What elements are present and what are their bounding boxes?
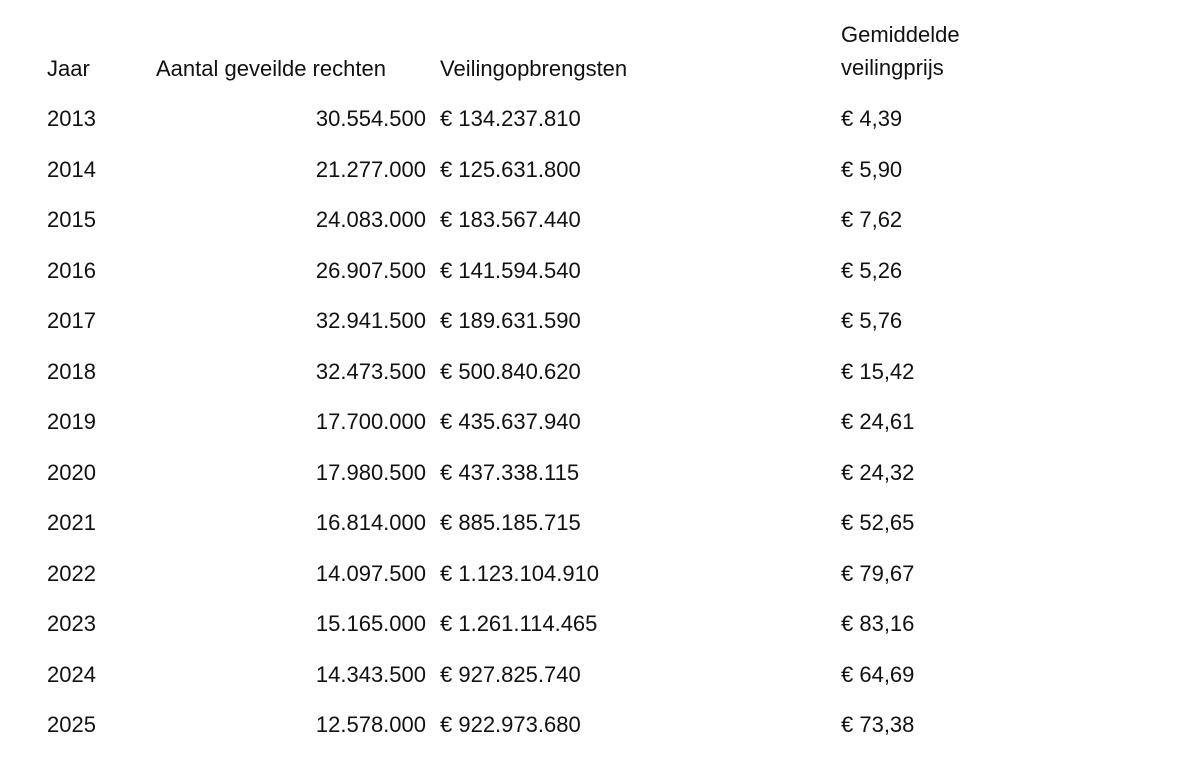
table-row	[0, 94, 1200, 145]
table-row	[0, 145, 1200, 196]
header-price: Gemiddelde veilingprijs	[841, 22, 960, 80]
cell-year: 2015	[47, 207, 96, 232]
cell-year: 2019	[47, 409, 96, 434]
table-row	[0, 195, 1200, 246]
cell-price: € 4,39	[841, 106, 903, 131]
table-row	[0, 650, 1200, 701]
header-year: Jaar	[47, 56, 90, 81]
cell-price: € 73,38	[841, 712, 915, 737]
cell-count: 16.814.000	[315, 510, 426, 535]
cell-revenue: € 500.840.620	[440, 358, 581, 384]
table-row	[0, 448, 1200, 499]
header-count: Aantal geveilde rechten	[156, 56, 386, 81]
cell-count: 14.343.500	[315, 661, 426, 687]
cell-count: 15.165.000	[315, 611, 426, 636]
cell-year: 2021	[47, 510, 96, 535]
table-header	[0, 18, 1200, 86]
cell-year: 2018	[47, 358, 96, 384]
cell-revenue: € 141.594.540	[440, 257, 581, 283]
table-row	[0, 397, 1200, 448]
cell-count: 14.097.500	[315, 560, 426, 586]
cell-year: 2025	[47, 712, 96, 737]
table-row	[0, 599, 1200, 650]
table-body	[0, 94, 1200, 751]
cell-revenue: € 885.185.715	[440, 510, 581, 535]
cell-price: € 5,90	[841, 156, 903, 182]
cell-price: € 15,42	[841, 358, 915, 384]
cell-price: € 5,26	[841, 257, 903, 283]
cell-revenue: € 189.631.590	[440, 308, 581, 333]
cell-year: 2024	[47, 661, 96, 687]
table-row	[0, 700, 1200, 751]
cell-revenue: € 134.237.810	[440, 106, 581, 131]
table-row	[0, 498, 1200, 549]
cell-count: 24.083.000	[315, 207, 426, 232]
cell-revenue: € 927.825.740	[440, 661, 581, 687]
cell-count: 30.554.500	[315, 106, 426, 131]
cell-revenue: € 1.261.114.465	[440, 611, 598, 636]
cell-price: € 83,16	[841, 611, 915, 636]
cell-year: 2014	[47, 156, 96, 182]
cell-revenue: € 435.637.940	[440, 409, 581, 434]
cell-price: € 24,32	[841, 459, 915, 485]
cell-count: 26.907.500	[315, 257, 426, 283]
cell-year: 2013	[47, 106, 96, 131]
cell-year: 2023	[47, 611, 96, 636]
cell-price: € 64,69	[841, 661, 915, 687]
cell-price: € 24,61	[841, 409, 915, 434]
cell-count: 21.277.000	[315, 156, 426, 182]
table-row	[0, 549, 1200, 600]
cell-revenue: € 183.567.440	[440, 207, 581, 232]
cell-year: 2017	[47, 308, 96, 333]
cell-count: 17.980.500	[315, 459, 426, 485]
cell-year: 2022	[47, 560, 96, 586]
cell-price: € 52,65	[841, 510, 915, 535]
cell-year: 2016	[47, 257, 96, 283]
cell-count: 12.578.000	[315, 712, 426, 737]
cell-revenue: € 125.631.800	[440, 156, 581, 182]
cell-revenue: € 1.123.104.910	[440, 560, 600, 586]
cell-count: 17.700.000	[315, 409, 426, 434]
cell-price: € 7,62	[841, 207, 903, 232]
table-row	[0, 246, 1200, 297]
cell-price: € 5,76	[841, 308, 903, 333]
cell-revenue: € 437.338.115	[440, 459, 580, 485]
header-revenue: Veilingopbrengsten	[440, 56, 628, 81]
cell-count: 32.473.500	[315, 358, 426, 384]
cell-revenue: € 922.973.680	[440, 712, 581, 737]
cell-year: 2020	[47, 459, 96, 485]
table-row	[0, 296, 1200, 347]
cell-price: € 79,67	[841, 560, 915, 586]
cell-count: 32.941.500	[315, 308, 426, 333]
table-row	[0, 347, 1200, 398]
